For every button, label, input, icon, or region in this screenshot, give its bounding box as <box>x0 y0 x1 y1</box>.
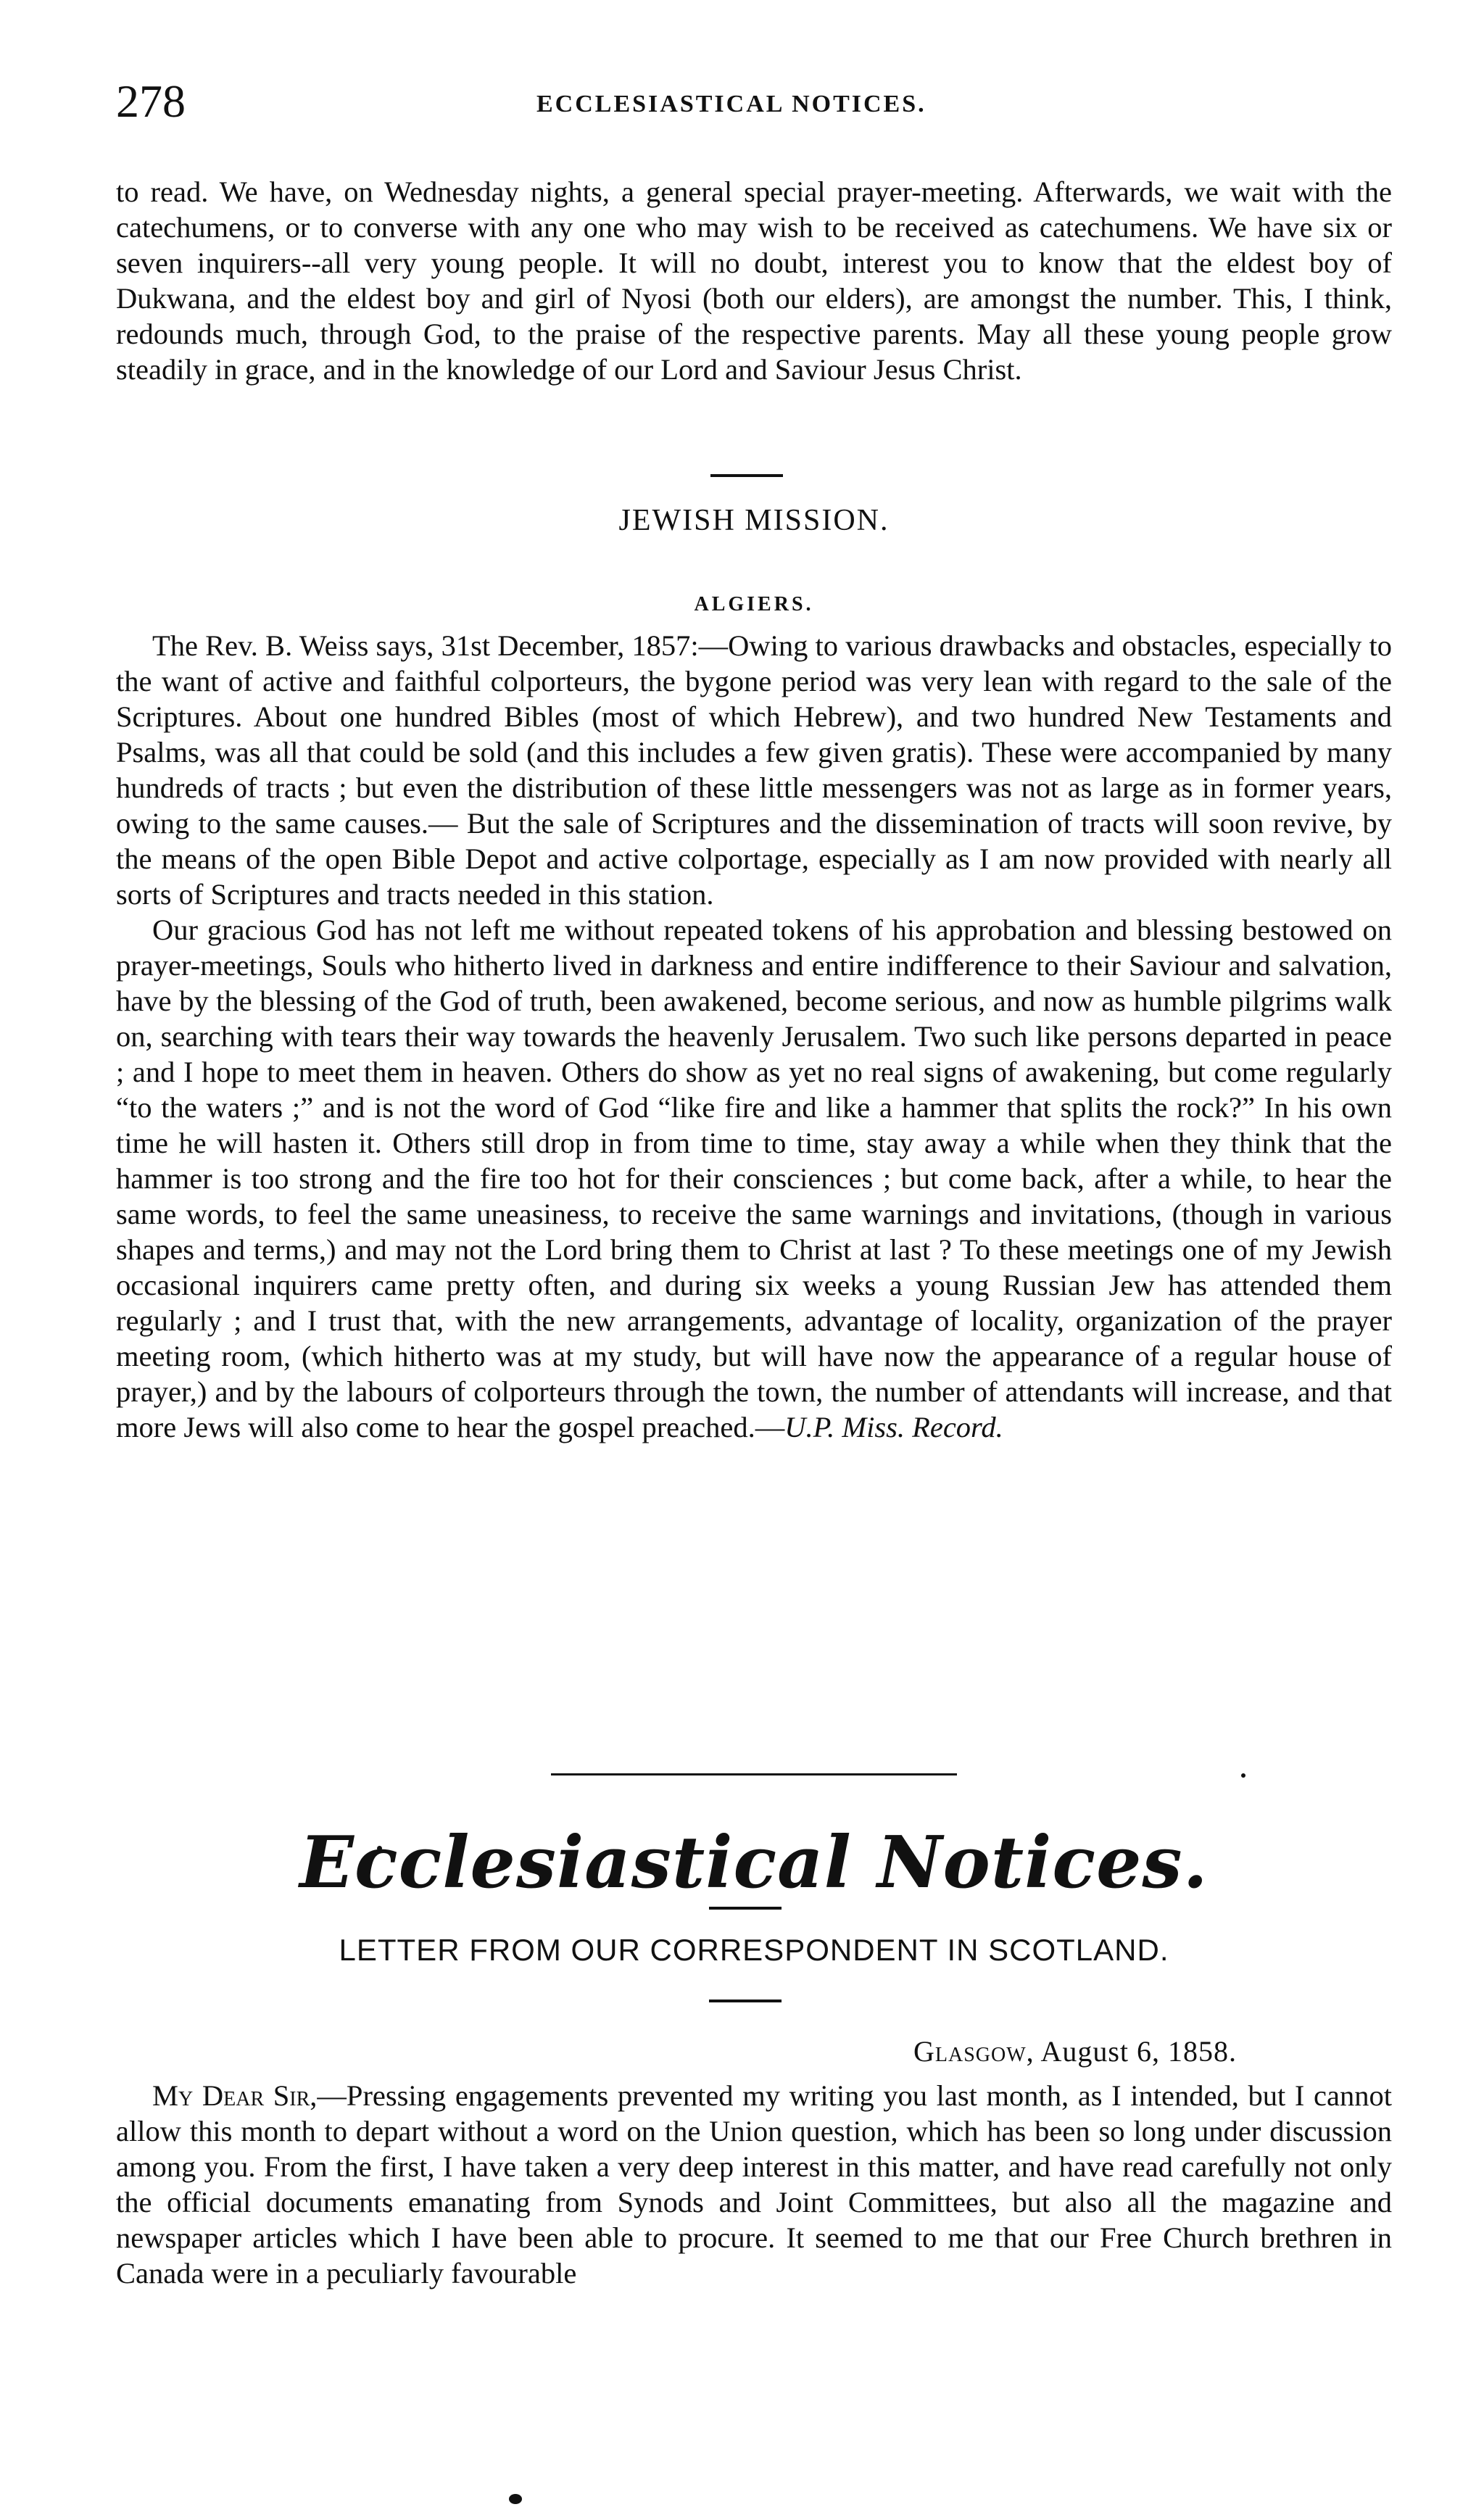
dateline-place: Glasgow, <box>913 2035 1035 2068</box>
letter-title-rule <box>709 2000 782 2002</box>
jewish-mission-paragraph-2 <box>116 912 1392 1445</box>
top-paragraph: to read. We have, on Wednesday nights, a general special prayer-meeting. Afterwards, we wait with the catechumens, or to converse with any one who may wish to be received as catechumens. We have six or seven inquirers--all very young people. It will no doubt, interest you to know that the eldest boy of Dukwana, and the eldest boy and girl of Nyosi (both our elders), are amongst the number. This, I think, redounds much, through God, to the praise of the respective parents. May all these young people grow steadily in grace, and in the knowledge of our Lord and Saviour Jesus Christ. <box>116 175 1392 386</box>
dateline <box>913 2033 1237 2071</box>
page-number: 278 <box>116 75 186 127</box>
running-header <box>116 72 1392 130</box>
section-divider-rule <box>710 474 783 477</box>
section-title-jewish-mission: JEWISH MISSION. <box>618 504 890 537</box>
title-rule <box>709 1907 782 1910</box>
letter-body-block <box>116 2078 1392 2291</box>
section-end-rule <box>551 1773 957 1775</box>
running-title: ECCLESIASTICAL NOTICES. <box>536 91 927 117</box>
letter-paragraph <box>116 2078 1392 2291</box>
ecclesiastical-notices-title: Ecclesiastical Notices. <box>299 1821 1209 1905</box>
ink-speck <box>1241 1773 1245 1778</box>
letter-title: LETTER FROM OUR CORRESPONDENT IN SCOTLAND. <box>339 1933 1169 1967</box>
jewish-mission-body <box>116 628 1392 1445</box>
jewish-mission-paragraph-2-text: Our gracious God has not left me without repeated tokens of his approbation and blessing bestowed on prayer-meetings, Souls who hitherto lived in darkness and entire indifference to their Saviour and salvation, have by the blessing of the God of truth, been awakened, become serious, and now as humble pilgrims walk on, searching with tears their way towards the heavenly Jerusalem. Two such like persons departed in peace ; and I hope to meet them in heaven. Others do show as yet no real signs of awakening, but come regularly “to the waters ;” and is not the word of God “like fire and like a hammer that splits the rock?” In his own time he will hasten it. Others still drop in from time to time, stay away a while when they think that the hammer is too strong and the fire too hot for their consciences ; but come back, after a while, to hear the same words, to feel the same uneasiness, to receive the same warnings and invitations, (though in various shapes and terms,) and may not the Lord bring them to Christ at last ? To these meetings one of my Jewish occasional inquirers came pretty often, and during six weeks a young Russian Jew has attended them regularly ; and I trust that, with the new arrangements, advantage of locality, organization of the prayer meeting room, (which hitherto was at my study, but will have now the appearance of a regular house of prayer,) and by the labours of colporteurs through the town, the number of attendants will increase, and that more Jews will also come to hear the gospel preached.— <box>116 913 1392 1443</box>
letter-body-text: —Pressing engagements prevented my writing you last month, as I intended, but I cannot allow this month to depart without a word on the Union question, which has been so long under discussion among you. From the first, I have taken a very deep interest in this matter, and have read carefully not only the official documents emanating from Synods and Joint Committees, but also all the magazine and newspaper articles which I have been able to procure. It seemed to me that our Free Church brethren in Canada were in a peculiarly favourable <box>116 2079 1392 2290</box>
ink-speck <box>509 2494 522 2504</box>
top-paragraph-block <box>116 174 1392 387</box>
jewish-mission-paragraph-1: The Rev. B. Weiss says, 31st December, 1857:—Owing to various drawbacks and obstacles, especially to the want of active and faithful colporteurs, the bygone period was very lean with regard to the sale of the Scriptures. About one hundred Bibles (most of which Hebrew), and two hundred New Testaments and Psalms, was all that could be sold (and this includes a few given gratis). These were accompanied by many hundreds of tracts ; but even the distribution of these little messengers was not as large as in former years, owing to the same causes.— But the sale of Scriptures and the dissemination of tracts will soon revive, by the means of the open Bible Depot and active colportage, especially as I am now provided with nearly all sorts of Scriptures and tracts needed in this station. <box>116 629 1392 911</box>
section-subtitle-algiers: ALGIERS. <box>694 593 814 616</box>
letter-salutation: My Dear Sir, <box>152 2079 318 2112</box>
dateline-date: August 6, 1858. <box>1040 2035 1238 2068</box>
source-citation: U.P. Miss. Record. <box>784 1411 1003 1443</box>
